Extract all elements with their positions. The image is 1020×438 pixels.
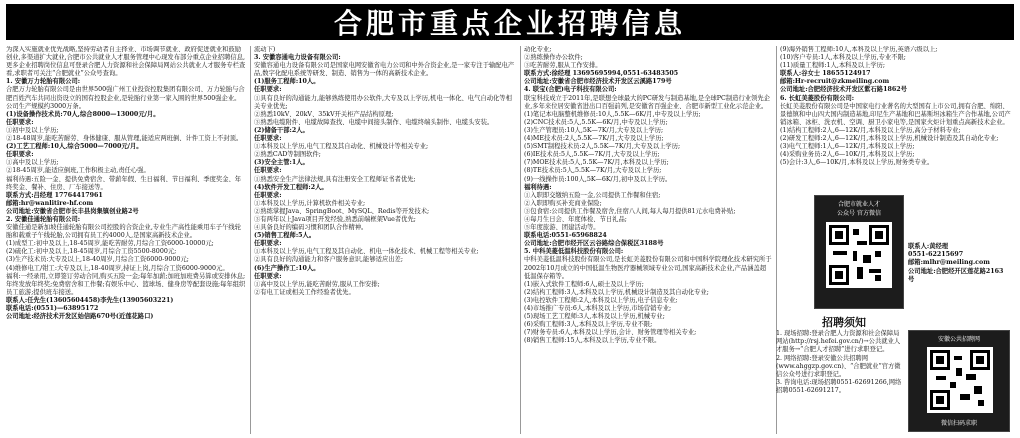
company-description: 安徽佳通是新加坡佳通轮胎有限公司控股的合资企业,专业生产高性能乘用车子午线轮胎和载重子午线轮胎,公司拥有员工约4000人,是国家高新技术企业。 xyxy=(6,224,241,240)
address: 公司地址:合肥经济技术开发区紫石路1862号 xyxy=(780,86,907,94)
email: 邮箱:hr@wanlitire-hf.com xyxy=(6,199,94,207)
job-item: (6)IE技术员:5人,5.5K—7K/月,大专及以上学历; xyxy=(524,151,660,159)
company-description: 联宝科技成立于2011年,是联想全球最大的PC研发与制造基地,是全球PC制造行业领先企业,多年来位居安徽省进出口百强前列,是安徽省百强企业、合肥市新型工业化示范企业。 xyxy=(524,94,770,110)
job-item: (5)销售工程师:5人。 xyxy=(254,232,316,240)
column-divider xyxy=(520,46,521,434)
phone: 联系电话:0551-65968824 xyxy=(524,232,607,240)
company-description: 长虹美菱股份有限公司是中国家电行业著名的大型国有上市公司,拥有合肥、绵阳、景德镇和中山四大国内制造基地,印尼生产基地和巴基斯坦冰箱生产合作基地,公司产销冰箱、冰柜、洗衣机、空调、厨卫小家电等,是国家火炬计划重点高新技术企业。 xyxy=(780,102,1011,126)
requirements-label: 任职要求: xyxy=(6,118,34,126)
job-item: (4)ME技术员:2人,5.5K—7K/月,大专及以上学历; xyxy=(524,135,664,143)
job-item: (10)客户专员:1人,本科及以上学历,专业不限; xyxy=(780,54,906,62)
continued-text: 动化专业; xyxy=(524,46,552,53)
contact: 联系方式:吕经理 17764417961 xyxy=(6,191,103,199)
company-description: 安徽容通电力设备有限公司是国家电网安徽省电力公司和中外合资企业,是一家专注于输配电产品,数字化配电系统等研发、制造、销售为一体的高新技术企业。 xyxy=(254,62,515,78)
company-title: 5. 中科美菱低温科技股份有限公司: xyxy=(524,248,624,256)
contact-name: 联系人:黄经理 xyxy=(908,243,949,250)
requirements-label: 任职要求: xyxy=(254,167,282,175)
requirement: ①具有良好的沟通能力,能够熟练使用办公软件,大专及以上学历,机电一体化、电气自动化等相关专业优先; xyxy=(254,94,512,110)
job-item: (3)生产技术员:大专及以上,18-40周岁,月综合工资6000-9000元; xyxy=(6,256,189,264)
welfare: 福利待遇:五险一金、提供免费宿舍、带薪年假、生日福利、节日福利、季度奖金、年终奖金、餐补、住房、厂车接送等。 xyxy=(6,175,242,191)
qr-code-icon[interactable] xyxy=(826,222,892,288)
job-item: (2)储备干部:2人。 xyxy=(254,126,309,134)
address: 公司地址:安徽省合肥市经济技术开发区云溪路179号 xyxy=(524,78,672,86)
requirement: ③熟悉电缆附件、电缆故障查找、电缆中间接头制作、电缆终端头制作、电缆头安装。 xyxy=(254,118,494,126)
job-item: (8)销售工程师:15人,本科及以上学历,专业不限。 xyxy=(524,337,661,345)
notice-text xyxy=(776,330,902,396)
welfare: 福利:一经录用,立即签订劳动合同,购买五险一金;每年加薪;加班加班费另算或安排休息;年终发放年终奖;免费宿舍和工作餐;有娱乐中心、篮球场、健身房等配套设施;每年组织员工旅游;提供班车接送。 xyxy=(6,272,246,296)
address: 公司地址:合肥经开区莲花路2163号 xyxy=(908,267,1004,283)
requirements-label: 任职要求: xyxy=(6,151,34,159)
continued-text: 流动下) xyxy=(254,46,276,53)
phone: 0551-62215697 xyxy=(908,251,964,259)
requirement: ④具备良好的编码习惯和团队合作精神。 xyxy=(254,224,368,232)
job-item: (2)CNC技术员:5人,5.5K—6K/月,中专及以上学历; xyxy=(524,118,668,126)
requirement: ①熟悉安全生产法律法规,具有注册安全工程师证书者优先; xyxy=(254,175,416,183)
job-item: (3)电气工程师:1人,6—12K/月,本科及以上学历; xyxy=(780,143,915,151)
page-title: 合肥市重点企业招聘信息 xyxy=(333,7,686,40)
requirement: ②18-48周岁,能吃苦耐劳、身体健康、服从管理,能适应两班倒、计件工资上不封顶。 xyxy=(6,135,243,143)
qr-caption: 安徽公共招聘网 xyxy=(937,336,980,343)
column-4 xyxy=(780,46,1014,196)
job-item: (3)安全主管:1人。 xyxy=(254,159,309,167)
company-description: 合肥万力轮胎有限公司是由世界500强广州工业投资控股集团有限公司、万力轮胎与合肥百姓汽车共同出资设立的国有控股企业,是轮胎行业第一家入围的世界500强企业。公司生产规模约3000万条。 xyxy=(6,86,245,110)
job-item: (9)一线操作员:100人,5K—6K/月,初中及以上学历。 xyxy=(524,175,672,183)
welfare-label: 福利待遇: xyxy=(524,183,552,191)
qr-caption: 公众号 官方微信 xyxy=(837,210,881,217)
requirement: ②18-45周岁,能适应倒班,工作积极主动,责任心强。 xyxy=(6,167,150,175)
company-title: 3. 安徽容通电力设备有限公司: xyxy=(254,54,341,62)
job-item: (2)硫化工:初中及以上,18-45周岁,月综合工资5500-8000元; xyxy=(6,248,177,256)
job-item: (4)维修电工/钳工:大专及以上,18-40周岁,持证上岗,月综合工资6000-9000元。 xyxy=(6,264,229,272)
intro-paragraph: 为深入实施就业优先战略,坚持劳动者自主择业、市场调节就业、政府促进就业和鼓励创业,多渠道扩大就业,合肥市公共就业人才服务管理中心现发布部分重点企业招聘信息,更多企业招聘岗位信息可登录合肥人力资源和社会保障局网站公共就业人才服务专栏查看,求职者可关注“合肥就业”公众号查询。 xyxy=(6,46,246,78)
continued-text: ③吃苦耐劳,服从工作安排。 xyxy=(524,62,602,70)
welfare: ⑤年度旅游、团建活动等。 xyxy=(524,224,600,232)
requirement: ①本科及以上学历,电气工程及其自动化、机械设计等相关专业; xyxy=(254,143,429,151)
requirement: ②熟悉CAD等制图软件; xyxy=(254,151,321,159)
email: 邮箱:mlhr@meiling.com xyxy=(908,259,990,267)
job-item: (1)嵌入式软件工程师:6人,硕士及以上学历; xyxy=(524,280,644,288)
company-title: 6. 长虹美菱股份有限公司: xyxy=(780,94,855,102)
requirement: ②具有良好的沟通能力和客户服务意识,能够适应出差; xyxy=(254,256,403,264)
welfare: ③包食宿:公司提供工作餐及宿舍,住宿八人间,每人每月提供81元水电费补贴; xyxy=(524,207,736,215)
notice-item: 2. 网络招聘:登录安徽公共招聘网(www.ahggzp.gov.cn)、“合肥就业”官方微信公众号进行求职登记。 xyxy=(776,354,901,379)
job-item: (2)工艺工程师:10人,综合5000—7000元/月。 xyxy=(6,143,143,151)
address: 公司地址:经济技术开发区始信路670号(近莲花路口) xyxy=(6,313,154,321)
email: 邮箱:Hr-recruit@zkmeiling.com xyxy=(780,78,890,86)
address: 公司地址:安徽省合肥市长丰县岗集镇创业路2号 xyxy=(6,207,139,215)
contact: 联系人:任先生(13605604458)李先生(13905603221) xyxy=(6,296,174,304)
job-item: (1)笔记本电脑整机维修员:10人,5.5K—6K/月,中专及以上学历; xyxy=(524,110,701,118)
job-item: (9)海外销售工程师:10人,本科及以上学历,英语六级以上; xyxy=(780,46,938,53)
phone: 联系电话:(0551)—63895172 xyxy=(6,305,99,312)
job-item: (3)电控软件工程师:2人,本科及以上学历,电子信息专业; xyxy=(524,296,678,304)
job-item: (5)现场工艺工程师:3人,本科及以上学历,机械专业; xyxy=(524,313,665,321)
welfare: ④每月生日会、年度体检、节日礼品; xyxy=(524,215,627,223)
column-2 xyxy=(254,46,516,434)
qr-caption: 合肥市就业人才 xyxy=(837,201,880,208)
qr-code-icon[interactable] xyxy=(927,347,993,413)
requirement: ③有两年以上Java项目开发经验,熟悉前端框架Vue者优先; xyxy=(254,215,416,223)
contact-block xyxy=(908,243,1008,284)
notice-item: 3. 咨询电话:现场招聘0551-62691266,网络招聘0551-62691217。 xyxy=(776,379,902,395)
job-item: (11)质量工程师:1人,本科及以上学历; xyxy=(780,62,886,70)
requirement: ①高中及以上学历,能吃苦耐劳,服从工作安排; xyxy=(254,280,380,288)
job-item: (3)生产管理员:10人,5K—7K/月,大专及以上学历; xyxy=(524,126,664,134)
qr-code-block xyxy=(814,195,904,309)
requirement: ①本科及以上学历,计算机软件相关专业; xyxy=(254,199,366,207)
job-item: (5)会计:3人,6—10K/月,本科及以上学历,财务类专业。 xyxy=(780,159,934,167)
requirement: ②熟练掌握Java、SpringBoot、MySQL、Redis等开发技术; xyxy=(254,207,430,215)
job-item: (1)设备操作技术员:70人,综合8000—13000元/月。 xyxy=(6,110,160,118)
contact: 联系方式:徐经理 13695695994,0551-63483505 xyxy=(524,70,679,78)
job-item: (7)财务专员:6人,本科及以上学历,会计、财务管理等相关专业; xyxy=(524,329,697,337)
requirements-label: 任职要求: xyxy=(254,240,282,248)
job-item: (1)成型工:初中及以上,18-45周岁,能吃苦耐劳,月综合工资6000-10000元; xyxy=(6,240,214,248)
job-item: (2)结构工程师:3人,本科及以上学历,机械设计制造及其自动化专业; xyxy=(524,288,709,296)
requirement: ②熟悉10kV、20kV、35kV开关柜产品结构原理; xyxy=(254,110,394,118)
job-item: (4)采购业务员:2人,6—10K/月,本科及以上学历; xyxy=(780,151,915,159)
company-title: 2. 安徽佳通轮胎有限公司: xyxy=(6,215,81,223)
requirement: ①本科及以上学历,电气工程及其自动化、机电一体化技术、机械工程等相关专业; xyxy=(254,248,479,256)
notice-item: 1. 现场招聘:登录合肥人力资源和社会保障局网站(http://rsj.hefei.gov.cn/)→公共就业人才服务→“合肥人才招聘”进行求职登记。 xyxy=(776,330,901,354)
column-divider xyxy=(250,46,251,434)
job-item: (4)市场推广专员:6人,本科及以上学历,市场营销专业; xyxy=(524,305,672,312)
company-title: 4. 联宝(合肥)电子科技有限公司: xyxy=(524,86,617,94)
continued-text: ②熟练操作办公软件; xyxy=(524,54,583,62)
welfare: ②入职即购买补充商业保险; xyxy=(524,199,602,207)
notice-title: 招聘须知 xyxy=(822,316,866,329)
requirements-label: 任职要求: xyxy=(254,86,282,94)
job-item: (5)SMT制程技术员:2人,5.5K—7K/月,大专及以上学历; xyxy=(524,143,681,151)
company-description: 中科美菱低温科技股份有限公司,是长虹美菱股份有限公司和中国科学院理化技术研究所于2002年10月成立的中国低温生物医疗器械领域专业公司,国家高新技术企业,产品涵盖超低温保存箱等。 xyxy=(524,256,772,280)
requirement: ①高中及以上学历; xyxy=(6,159,59,167)
requirement: ①初中及以上学历; xyxy=(6,126,59,134)
job-item: (6)生产操作工:10人。 xyxy=(254,264,320,272)
requirements-label: 任职要求: xyxy=(254,272,282,280)
column-1 xyxy=(6,46,246,434)
header-banner xyxy=(6,4,1014,40)
requirements-label: 任职要求: xyxy=(254,191,282,199)
requirements-label: 任职要求: xyxy=(254,135,282,143)
job-item: (6)采购工程师:3人,本科及以上学历,专业不限; xyxy=(524,321,653,329)
qr-code-block xyxy=(908,330,1010,432)
job-item: (2)研发工程师:2人,6—12K/月,本科及以上学历,机械设计制造及其自动化专业; xyxy=(780,135,999,143)
job-item: (7)MOE技术员:5人,5.5K—7K/月,本科及以上学历; xyxy=(524,159,669,167)
requirement: ②有电工证或相关工作经验者优先。 xyxy=(254,288,355,296)
job-item: (1)结构工程师:2人,6—12K/月,本科及以上学历,高分子材料专业; xyxy=(780,126,961,134)
contact: 联系人:谷女士 18655124917 xyxy=(780,70,871,78)
job-item: (1)服务工程师:10人。 xyxy=(254,78,320,86)
welfare: ①入职即交缴纳五险一金,公司提供工作餐和住宿; xyxy=(524,191,661,199)
qr-caption: 微信扫码求职 xyxy=(940,420,977,427)
job-item: (8)TE技术员:5人,5.5K—7K/月,大专及以上学历; xyxy=(524,167,662,175)
job-item: (4)软件开发工程师:2人。 xyxy=(254,183,328,191)
address: 公司地址:合肥市经开区云谷路综合保税区3188号 xyxy=(524,240,664,248)
column-3 xyxy=(524,46,772,434)
company-title: 1. 安徽万力轮胎有限公司: xyxy=(6,78,81,86)
